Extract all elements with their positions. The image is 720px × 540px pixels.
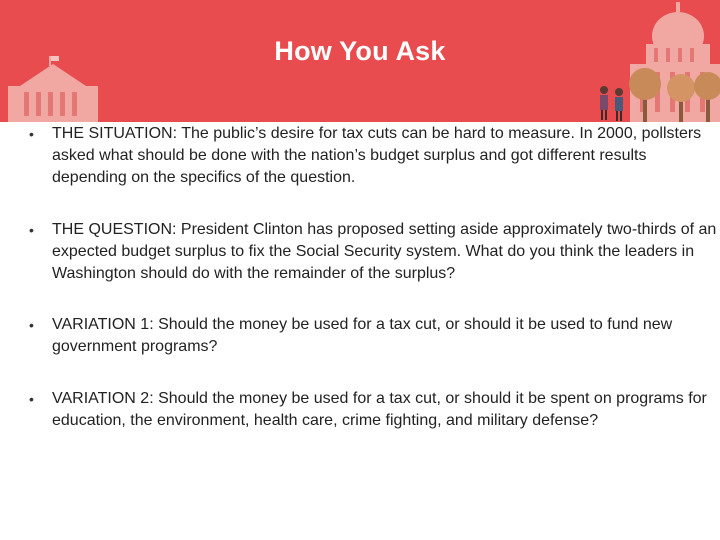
people-icon xyxy=(600,86,623,121)
slide-title: How You Ask xyxy=(274,36,446,66)
bullet-text: VARIATION 2: Should the money be used for a tax cut, or should it be spent on programs for education, the environment, health care, crime fighting, and military defense? xyxy=(52,390,707,429)
title-banner xyxy=(0,0,720,122)
bullet-marker: • xyxy=(29,222,34,238)
bullet-text: THE QUESTION: President Clinton has proposed setting aside approximately two-thirds of an expected budget surplus to fix the Social Security system. What do you think the leaders in Washington should do with the remainder of the surplus? xyxy=(52,221,717,282)
bullet-marker: • xyxy=(29,126,34,142)
bullet-marker: • xyxy=(29,317,34,333)
bullet-text: THE SITUATION: The public’s desire for tax cuts can be hard to measure. In 2000, pollsters asked what should be done with the nation’s budget surplus and got different results depending on the specifics of the question. xyxy=(52,125,702,186)
bullet-marker: • xyxy=(29,391,34,407)
bullet-text: VARIATION 1: Should the money be used for a tax cut, or should it be used to fund new government programs? xyxy=(52,316,673,355)
